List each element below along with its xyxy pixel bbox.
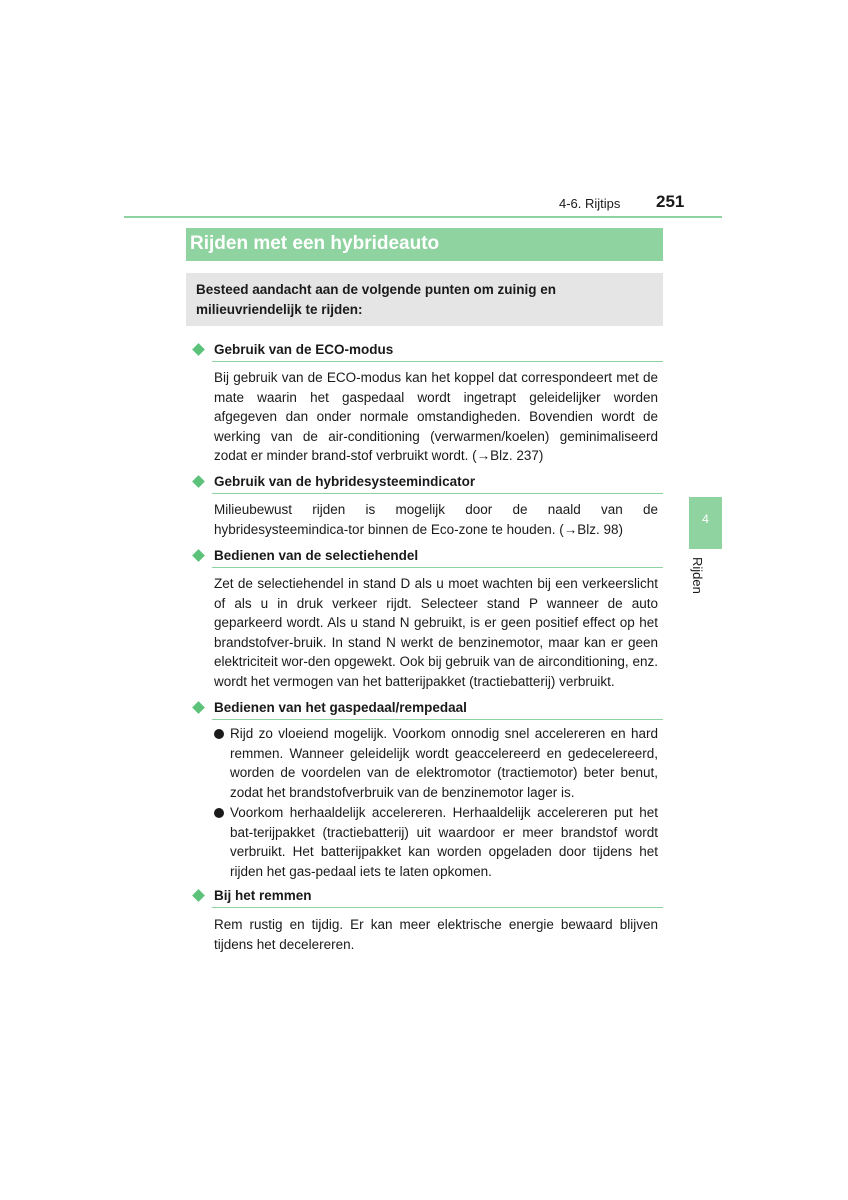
bullet-icon	[214, 729, 224, 739]
title-bar	[186, 228, 663, 261]
section-rule	[212, 493, 663, 494]
diamond-icon	[192, 889, 205, 902]
page-title: Rijden met een hybrideauto	[190, 233, 440, 254]
chapter-title: Rijden	[690, 557, 705, 594]
chapter-number: 4	[702, 512, 709, 526]
bullet-icon	[214, 808, 224, 818]
section-body: Rem rustig en tijdig. Er kan meer elektrische energie bewaard blijven tijdens het decelereren.	[214, 917, 658, 952]
intro-text: Besteed aandacht aan de volgende punten om zuinig en milieuvriendelijk te rijden:	[196, 282, 557, 317]
section-rule	[212, 361, 663, 362]
section-rule	[212, 907, 663, 908]
bullet-text: Voorkom herhaaldelijk accelereren. Herhaaldelijk accelereren put het bat-terijpakket (tractiebatterij) uit waardoor er meer brandstof wordt verbruikt. Het batterijpakket kan worden opgeladen door tijdens het rijden het gas-pedaal iets te laten opkomen.	[230, 805, 658, 879]
bullet-text: Rijd zo vloeiend mogelijk. Voorkom onnodig snel accelereren en hard remmen. Wanneer geleidelijk wordt geaccelereerd en gedecelereerd, worden de voordelen van de elektromotor (tractiemotor) beter benut, zodat het brandstofverbruik van de benzinemotor lager is.	[230, 726, 658, 800]
section-rule	[212, 567, 663, 568]
section-body: Bij gebruik van de ECO-modus kan het koppel dat correspondeert met de mate waarin het gaspedaal wordt ingetrapt geleidelijker worden afgegeven dan onder normale omstandigheden. Bovendien wordt de werking van de air-conditioning (verwarmen/koelen) geminimaliseerd zodat er minder brand-stof verbruikt wordt. (→Blz. 237)	[214, 370, 658, 463]
diamond-icon	[192, 343, 205, 356]
section-body: Zet de selectiehendel in stand D als u moet wachten bij een verkeerslicht of als u in druk verkeer rijdt. Selecteer stand P wanneer de auto geparkeerd wordt. Als u stand N gebruikt, is er geen positief effect op het brandstofver-bruik. In stand N werkt de benzinemotor, maar kan er geen elektriciteit wor-den opgewekt. Ook bij gebruik van de airconditioning, enz. wordt het vermogen van het batterijpakket (tractiebatterij) verbruikt.	[214, 576, 658, 689]
intro-box	[186, 273, 663, 326]
section-body: Milieubewust rijden is mogelijk door de naald van de hybridesysteemindica-tor binnen de Eco-zone te houden. (→Blz. 98)	[214, 502, 658, 537]
chapter-tab	[689, 497, 722, 549]
diamond-icon	[192, 475, 205, 488]
section-rule	[212, 719, 663, 720]
section-heading-text: Bij het remmen	[214, 888, 312, 903]
section-heading-text: Bedienen van de selectiehendel	[214, 548, 419, 563]
diamond-icon	[192, 701, 205, 714]
page-number: 251	[656, 192, 685, 211]
section-heading-text: Gebruik van de hybridesysteemindicator	[214, 474, 476, 489]
section-heading-text: Bedienen van het gaspedaal/rempedaal	[214, 700, 467, 715]
section-heading-text: Gebruik van de ECO-modus	[214, 342, 394, 357]
diamond-icon	[192, 549, 205, 562]
header-rule	[124, 216, 722, 218]
section-label: 4-6. Rijtips	[559, 196, 621, 211]
